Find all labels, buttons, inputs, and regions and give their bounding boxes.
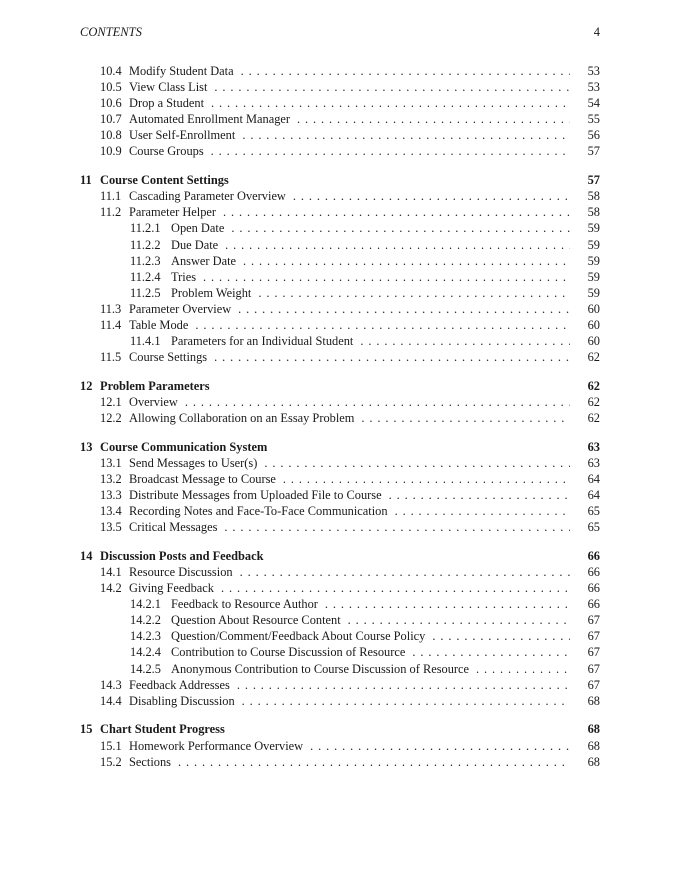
toc-entry-page-number: 67: [570, 661, 600, 677]
toc-chapter-entry[interactable]: [80, 721, 600, 737]
toc-entry-leader: [100, 503, 570, 519]
toc-entry-leader: [130, 253, 570, 269]
toc-entry-page-number: 68: [570, 754, 600, 770]
toc-entry-title: Parameters for an Individual Student: [171, 334, 356, 348]
toc-entry-number: 13.3: [100, 488, 122, 503]
toc-section-entry[interactable]: [80, 487, 600, 503]
toc-entry-title: Disabling Discussion: [129, 694, 238, 708]
running-header-title: CONTENTS: [80, 25, 142, 39]
toc-entry-title: Modify Student Data: [129, 64, 237, 78]
toc-section-entry[interactable]: [80, 580, 600, 596]
toc-entry-title: Discussion Posts and Feedback: [100, 549, 267, 563]
toc-entry-leader: [100, 317, 570, 333]
toc-entry-page-number: 66: [570, 564, 600, 580]
toc-entry-page-number: 64: [570, 471, 600, 487]
toc-entry-leader: [100, 410, 570, 426]
toc-entry-title: Answer Date: [171, 254, 239, 268]
toc-entry-number: 14.2.4: [130, 645, 161, 660]
toc-section-entry[interactable]: [80, 628, 600, 644]
toc-entry-number: 13.5: [100, 520, 122, 535]
toc-entry-leader: [130, 661, 570, 677]
toc-entry-number: 11.2.2: [130, 237, 161, 252]
toc-entry-page-number: 66: [570, 596, 600, 612]
toc-section-entry[interactable]: [80, 519, 600, 535]
toc-entry-leader: [80, 172, 570, 188]
toc-entry-number: 14.4: [100, 693, 122, 708]
toc-section-entry[interactable]: [80, 204, 600, 220]
toc-section-entry[interactable]: [80, 693, 600, 709]
toc-entry-title: Allowing Collaboration on an Essay Problem: [129, 411, 357, 425]
toc-section-entry[interactable]: [80, 143, 600, 159]
toc-entry-number: 10.7: [100, 112, 122, 127]
toc-section-entry[interactable]: [80, 111, 600, 127]
toc-entry-title: Table Mode: [129, 318, 191, 332]
toc-entry-leader: [100, 63, 570, 79]
toc-entry-page-number: 62: [570, 394, 600, 410]
toc-entry-leader: [100, 519, 570, 535]
toc-chapter-entry[interactable]: [80, 378, 600, 394]
toc-entry-page-number: 67: [570, 677, 600, 693]
toc-entry-page-number: 53: [570, 79, 600, 95]
toc-entry-page-number: 58: [570, 188, 600, 204]
toc-entry-page-number: 62: [570, 410, 600, 426]
toc-entry-title: User Self-Enrollment: [129, 128, 238, 142]
toc-entry-leader: [100, 127, 570, 143]
toc-entry-title: Homework Performance Overview: [129, 739, 306, 753]
toc-section-entry[interactable]: [80, 220, 600, 236]
toc-entry-number: 14.2.2: [130, 613, 161, 628]
toc-entry-number: 14.2.5: [130, 661, 161, 676]
toc-entry-leader: [130, 220, 570, 236]
toc-entry-number: 14.3: [100, 677, 122, 692]
toc-section-entry[interactable]: [80, 188, 600, 204]
toc-entry-title: Chart Student Progress: [100, 722, 228, 736]
toc-entry-title: Resource Discussion: [129, 565, 236, 579]
toc-entry-title: Feedback Addresses: [129, 678, 233, 692]
toc-entry-number: 13.1: [100, 455, 122, 470]
toc-entry-title: Giving Feedback: [129, 581, 217, 595]
toc-section-entry[interactable]: [80, 677, 600, 693]
toc-entry-leader: [130, 237, 570, 253]
toc-entry-number: 14.2: [100, 581, 122, 596]
toc-section-entry[interactable]: [80, 455, 600, 471]
toc-entry-page-number: 64: [570, 487, 600, 503]
toc-entry-page-number: 56: [570, 127, 600, 143]
toc-entry-leader: [100, 301, 570, 317]
toc-entry-number: 10.4: [100, 64, 122, 78]
toc-section-entry[interactable]: [80, 644, 600, 660]
toc-entry-title: Broadcast Message to Course: [129, 472, 279, 486]
toc-entry-number: 14.1: [100, 565, 122, 579]
toc-entry-leader: [80, 378, 570, 394]
toc-entry-page-number: 62: [570, 349, 600, 365]
toc-entry-page-number: 66: [570, 580, 600, 596]
toc-entry-title: Parameter Overview: [129, 302, 234, 316]
toc-entry-leader: [130, 612, 570, 628]
toc-entry-title: Cascading Parameter Overview: [129, 189, 289, 203]
toc-section-entry[interactable]: [80, 661, 600, 677]
toc-entry-leader: [100, 204, 570, 220]
toc-entry-page-number: 62: [570, 378, 600, 394]
toc-entry-leader: [100, 188, 570, 204]
toc-section-entry[interactable]: [80, 269, 600, 285]
toc-entry-page-number: 53: [570, 63, 600, 79]
toc-entry-leader: [100, 564, 570, 580]
toc-entry-title: Contribution to Course Discussion of Resource: [171, 645, 408, 659]
toc-section-entry[interactable]: [80, 317, 600, 333]
toc-entry-leader: [130, 596, 570, 612]
toc-entry-title: Problem Parameters: [100, 379, 213, 393]
toc-entry-leader: [100, 693, 570, 709]
toc-entry-title: Sections: [129, 755, 174, 769]
toc-entry-number: 14.2.1: [130, 597, 161, 612]
toc-entry-title: Overview: [129, 395, 181, 409]
toc-entry-leader: [100, 79, 570, 95]
toc-entry-leader: [100, 471, 570, 487]
toc-entry-title: Question About Resource Content: [171, 613, 344, 627]
toc-entry-number: 12: [80, 378, 93, 393]
running-header: [80, 24, 600, 40]
toc-entry-number: 10.8: [100, 128, 122, 143]
toc-entry-page-number: 59: [570, 285, 600, 301]
toc-entry-number: 11: [80, 173, 92, 188]
toc-entry-leader: [130, 269, 570, 285]
toc-entry-page-number: 55: [570, 111, 600, 127]
toc-section-entry[interactable]: [80, 471, 600, 487]
toc-entry-number: 11.4: [100, 318, 122, 332]
toc-entry-title: Course Communication System: [100, 440, 270, 454]
toc-entry-title: Recording Notes and Face-To-Face Communication: [129, 504, 391, 518]
toc-section-entry[interactable]: [80, 394, 600, 410]
toc-entry-number: 11.1: [100, 189, 122, 204]
toc-section-entry[interactable]: [80, 596, 600, 612]
toc-entry-leader: [100, 580, 570, 596]
toc-section-entry[interactable]: [80, 63, 600, 79]
toc-section-entry[interactable]: [80, 253, 600, 269]
toc-entry-page-number: 60: [570, 301, 600, 317]
toc-entry-page-number: 59: [570, 253, 600, 269]
toc-section-entry[interactable]: [80, 95, 600, 111]
toc-section-entry[interactable]: [80, 349, 600, 365]
toc-entry-number: 11.2.5: [130, 285, 161, 300]
toc-section-entry[interactable]: [80, 410, 600, 426]
toc-entry-title: Due Date: [171, 238, 221, 252]
toc-entry-leader: [80, 548, 570, 564]
toc-entry-number: 11.2.3: [130, 253, 161, 268]
toc-entry-title: Critical Messages: [129, 520, 220, 534]
toc-entry-title: Parameter Helper: [129, 205, 219, 219]
toc-chapter-entry[interactable]: [80, 548, 600, 564]
toc-entry-leader: [100, 677, 570, 693]
toc-chapter-entry[interactable]: [80, 439, 600, 455]
toc-entry-leader: [100, 487, 570, 503]
toc-section-entry[interactable]: [80, 503, 600, 519]
toc-entry-number: 11.2: [100, 205, 122, 220]
toc-section-entry[interactable]: [80, 79, 600, 95]
toc-entry-page-number: 63: [570, 439, 600, 455]
toc-section-entry[interactable]: [80, 127, 600, 143]
toc-entry-leader: [130, 628, 570, 644]
toc-entry-number: 13: [80, 439, 93, 454]
toc-entry-number: 15: [80, 722, 93, 737]
toc-entry-title: Drop a Student: [129, 96, 207, 110]
toc-entry-page-number: 54: [570, 95, 600, 111]
toc-entry-title: View Class List: [129, 80, 210, 94]
toc-entry-title: Distribute Messages from Uploaded File to Course: [129, 488, 385, 502]
toc-entry-title: Automated Enrollment Manager: [129, 112, 293, 126]
toc-entry-number: 12.1: [100, 394, 122, 409]
toc-entry-page-number: 67: [570, 628, 600, 644]
toc-entry-number: 14: [80, 548, 93, 563]
toc-entry-leader: [130, 333, 570, 349]
toc-entry-page-number: 68: [570, 721, 600, 737]
toc-section-entry[interactable]: [80, 285, 600, 301]
toc-entry-leader: [100, 95, 570, 111]
toc-entry-leader: [80, 439, 570, 455]
toc-entry-title: Tries: [171, 270, 199, 284]
toc-section-entry[interactable]: [80, 612, 600, 628]
toc-entry-page-number: 63: [570, 455, 600, 471]
toc-entry-title: Course Content Settings: [100, 173, 232, 187]
toc-entry-number: 13.4: [100, 504, 122, 519]
toc-entry-leader: [100, 455, 570, 471]
toc-entry-title: Anonymous Contribution to Course Discussion of Resource: [171, 662, 472, 676]
toc-entry-title: Course Groups: [129, 144, 207, 158]
toc-entry-title: Course Settings: [129, 350, 210, 364]
toc-entry-title: Question/Comment/Feedback About Course Policy: [171, 629, 428, 643]
toc-entry-number: 10.9: [100, 144, 122, 159]
toc-section-entry[interactable]: [80, 237, 600, 253]
toc-entry-leader: [100, 738, 570, 754]
toc-entry-page-number: 59: [570, 237, 600, 253]
toc-entry-number: 10.6: [100, 96, 122, 111]
toc-entry-leader: [100, 394, 570, 410]
toc-section-entry[interactable]: [80, 564, 600, 580]
toc-entry-number: 12.2: [100, 411, 122, 426]
toc-entry-page-number: 59: [570, 269, 600, 285]
toc-section-entry[interactable]: [80, 333, 600, 349]
toc-entry-page-number: 60: [570, 317, 600, 333]
toc-entry-page-number: 59: [570, 220, 600, 236]
toc-entry-leader: [80, 721, 570, 737]
toc-entry-leader: [130, 644, 570, 660]
toc-entry-page-number: 65: [570, 519, 600, 535]
toc-entry-number: 15.1: [100, 738, 122, 753]
toc-section-entry[interactable]: [80, 754, 600, 770]
toc-entry-page-number: 66: [570, 548, 600, 564]
toc-entry-leader: [100, 754, 570, 770]
toc-entry-page-number: 65: [570, 503, 600, 519]
toc-entry-number: 13.2: [100, 471, 122, 486]
toc-entry-page-number: 57: [570, 172, 600, 188]
toc-entry-number: 11.3: [100, 301, 122, 316]
toc-entry-page-number: 67: [570, 644, 600, 660]
toc-chapter-entry[interactable]: [80, 172, 600, 188]
toc-entry-leader: [100, 349, 570, 365]
toc-entry-leader: [100, 111, 570, 127]
toc-section-entry[interactable]: [80, 301, 600, 317]
toc-entry-page-number: 67: [570, 612, 600, 628]
toc-entry-number: 11.2.1: [130, 221, 161, 236]
toc-entry-leader: [100, 143, 570, 159]
toc-entry-page-number: 68: [570, 693, 600, 709]
toc-entry-number: 10.5: [100, 80, 122, 95]
toc-section-entry[interactable]: [80, 738, 600, 754]
toc-entry-page-number: 68: [570, 738, 600, 754]
toc-entry-page-number: 57: [570, 143, 600, 159]
toc-entry-title: Send Messages to User(s): [129, 456, 260, 470]
toc-entry-number: 15.2: [100, 754, 122, 769]
toc-entry-number: 11.2.4: [130, 269, 161, 284]
toc-entry-number: 14.2.3: [130, 629, 161, 644]
toc-entry-page-number: 60: [570, 333, 600, 349]
toc-entry-title: Feedback to Resource Author: [171, 597, 321, 611]
toc-entry-number: 11.5: [100, 350, 122, 365]
table-of-contents: [80, 63, 600, 770]
toc-entry-title: Problem Weight: [171, 286, 254, 300]
toc-entry-title: Open Date: [171, 221, 227, 235]
toc-entry-page-number: 58: [570, 204, 600, 220]
running-header-page-number: 4: [593, 25, 600, 39]
toc-entry-leader: [130, 285, 570, 301]
toc-entry-number: 11.4.1: [130, 334, 161, 349]
